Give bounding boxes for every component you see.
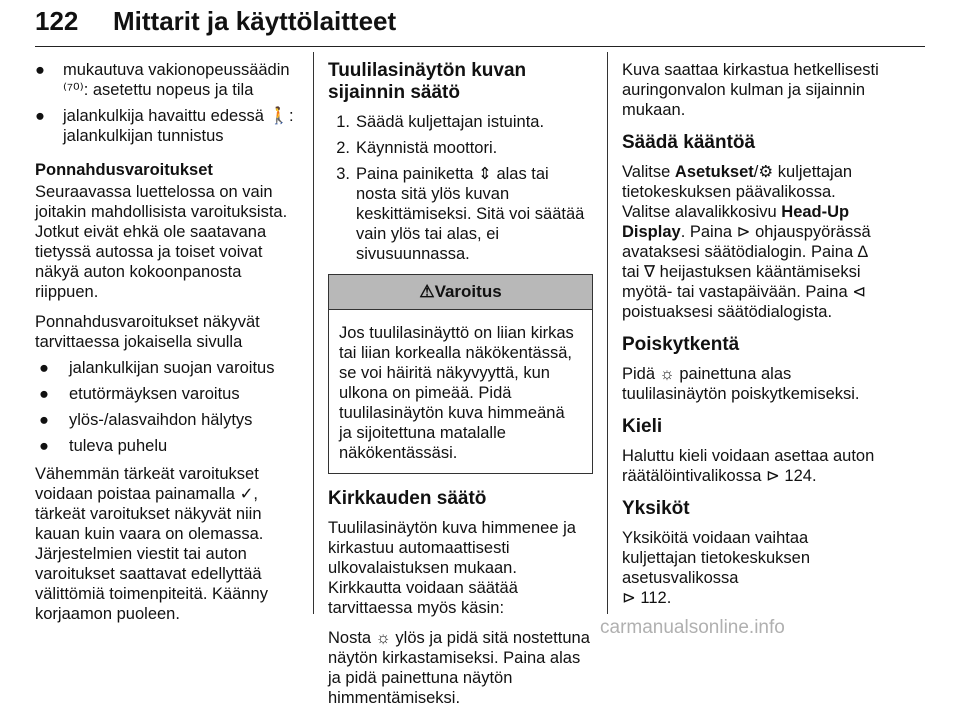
brightness-icon: ☼ bbox=[659, 365, 675, 383]
warning-header: ⚠ Varoitus bbox=[329, 275, 592, 310]
paragraph: Valitse Asetukset/⚙ kuljettajan tietokeskuksen päävalikossa. Valitse alavalikkosivu Head-Up Display. Paina ⊳ ohjauspyörässä avataksesi säätödialogin. Paina ∆ tai ∇ heijastuksen kääntämiseksi myötä- tai vastapäivään. Paina ⊲ poistuaksesi säätödialogista. bbox=[622, 163, 871, 321]
page-ref-icon: ⊳ bbox=[622, 589, 636, 607]
section-heading: Säädä kääntöä bbox=[622, 132, 756, 153]
list-item: ● jalankulkija havaittu edessä 🚶: jalankulkijan tunnistus bbox=[35, 107, 294, 145]
page-number: 122 bbox=[35, 6, 79, 36]
gear-icon: ⚙ bbox=[758, 163, 774, 181]
page-header bbox=[35, 2, 925, 47]
paragraph: Kuva saattaa kirkastua hetkellisesti auringonvalon kulman ja sijainnin mukaan. bbox=[622, 61, 879, 119]
paragraph: Yksiköitä voidaan vaihtaa kuljettajan tietokeskuksen asetusvalikossa ⊳ 112. bbox=[622, 529, 811, 607]
watermark: carmanualsonline.info bbox=[600, 617, 785, 638]
paragraph: Tuulilasinäytön kuva himmenee ja kirkastuu automaattisesti ulkovalaistuksen mukaan. Kirkkautta voidaan säätää tarvittaessa myös käsin: bbox=[328, 519, 576, 617]
column-3 bbox=[622, 60, 887, 618]
list-item: 3. Paina painiketta ⇕ alas tai nosta sitä ylös kuvan keskittämiseksi. Sitä voi säätää vain ylös tai alas, ei sivusuunnassa. bbox=[336, 165, 585, 263]
page-ref-link[interactable]: 112. bbox=[640, 589, 672, 607]
page-ref-icon: ⊳ bbox=[766, 467, 780, 485]
up-triangle-icon: ∆ bbox=[857, 243, 868, 261]
section-heading: Yksiköt bbox=[622, 498, 690, 519]
section-heading: Kieli bbox=[622, 416, 663, 437]
paragraph: Pidä ☼ painettuna alas tuulilasinäytön poiskytkemiseksi. bbox=[622, 365, 860, 403]
warning-box bbox=[328, 274, 593, 474]
paragraph: Seuraavassa luettelossa on vain joitakin mahdollisista varoituksista. Jotkut eivät ehkä ole saatavana tietyssä autossa ja toiset voivat näkyä auton kokoonpanosta riippuen. bbox=[35, 183, 288, 301]
paragraph: Ponnahdusvaroitukset näkyvät tarvittaessa jokaisella sivulla bbox=[35, 313, 260, 351]
pedestrian-icon: 🚶 bbox=[268, 107, 290, 125]
paragraph: Nosta ☼ ylös ja pidä sitä nostettuna näytön kirkastamiseksi. Paina alas ja pidä painettuna näytön himmentämiseksi. bbox=[328, 629, 590, 707]
warning-text: Jos tuulilasinäyttö on liian kirkas tai liian korkealla näkökentässä, se voi häiritä näkyvyyttä, kun ulkona on pimeää. Pidä tuulilasinäytön kuva himmeänä ja sijoitettuna matalalle näkökentässäsi. bbox=[339, 324, 574, 462]
list-item: ● jalankulkijan suojan varoitus bbox=[35, 358, 300, 378]
section-heading: Ponnahdusvaroitukset bbox=[35, 161, 213, 179]
play-icon: ⊳ bbox=[736, 223, 751, 241]
bullet: ● bbox=[35, 61, 45, 79]
page-ref-link[interactable]: 124. bbox=[784, 467, 817, 485]
list-item: 1. Säädä kuljettajan istuinta. bbox=[336, 113, 545, 131]
list-item: ● etutörmäyksen varoitus bbox=[35, 384, 300, 404]
list-item: ● mukautuva vakionopeussäädin ⁽⁷⁰⁾: asetettu nopeus ja tila bbox=[35, 61, 290, 99]
warning-icon: ⚠ bbox=[419, 282, 435, 301]
chapter-title: Mittarit ja käyttölaitteet bbox=[113, 6, 397, 36]
up-down-icon: ⇕ bbox=[478, 165, 492, 183]
section-heading: Tuulilasinäytön kuvan sijainnin säätö bbox=[328, 60, 527, 103]
list-item: ● ylös-/alasvaihdon hälytys bbox=[35, 410, 300, 430]
adaptive-cruise-icon: ⁽⁷⁰⁾ bbox=[63, 81, 84, 99]
bullet: ● bbox=[39, 385, 49, 403]
check-icon: ✓ bbox=[239, 485, 254, 503]
list-item: ● tuleva puhelu bbox=[35, 436, 300, 456]
column-divider bbox=[607, 52, 608, 614]
paragraph: Vähemmän tärkeät varoitukset voidaan poistaa painamalla ✓, tärkeät varoitukset näkyvät niin kauan kuin vaara on olemassa. Järjestelmien viestit tai auton varoitukset saattavat edellyttää välittömiä toimenpiteitä. Käänny korjaamon puoleen. bbox=[35, 465, 268, 623]
column-2 bbox=[328, 60, 593, 718]
bullet: ● bbox=[35, 107, 45, 125]
section-heading: Kirkkauden säätö bbox=[328, 488, 487, 509]
bullet: ● bbox=[39, 411, 49, 429]
bullet: ● bbox=[39, 359, 49, 377]
column-divider bbox=[313, 52, 314, 614]
section-heading: Poiskytkentä bbox=[622, 334, 740, 355]
list-item: 2. Käynnistä moottori. bbox=[336, 139, 498, 157]
brightness-icon: ☼ bbox=[375, 629, 391, 647]
paragraph: Haluttu kieli voidaan asettaa auton räätälöintivalikossa ⊳ 124. bbox=[622, 447, 875, 485]
bullet: ● bbox=[39, 437, 49, 455]
back-icon: ⊲ bbox=[852, 283, 867, 301]
column-1 bbox=[35, 60, 300, 634]
down-triangle-icon: ∇ bbox=[644, 263, 656, 281]
